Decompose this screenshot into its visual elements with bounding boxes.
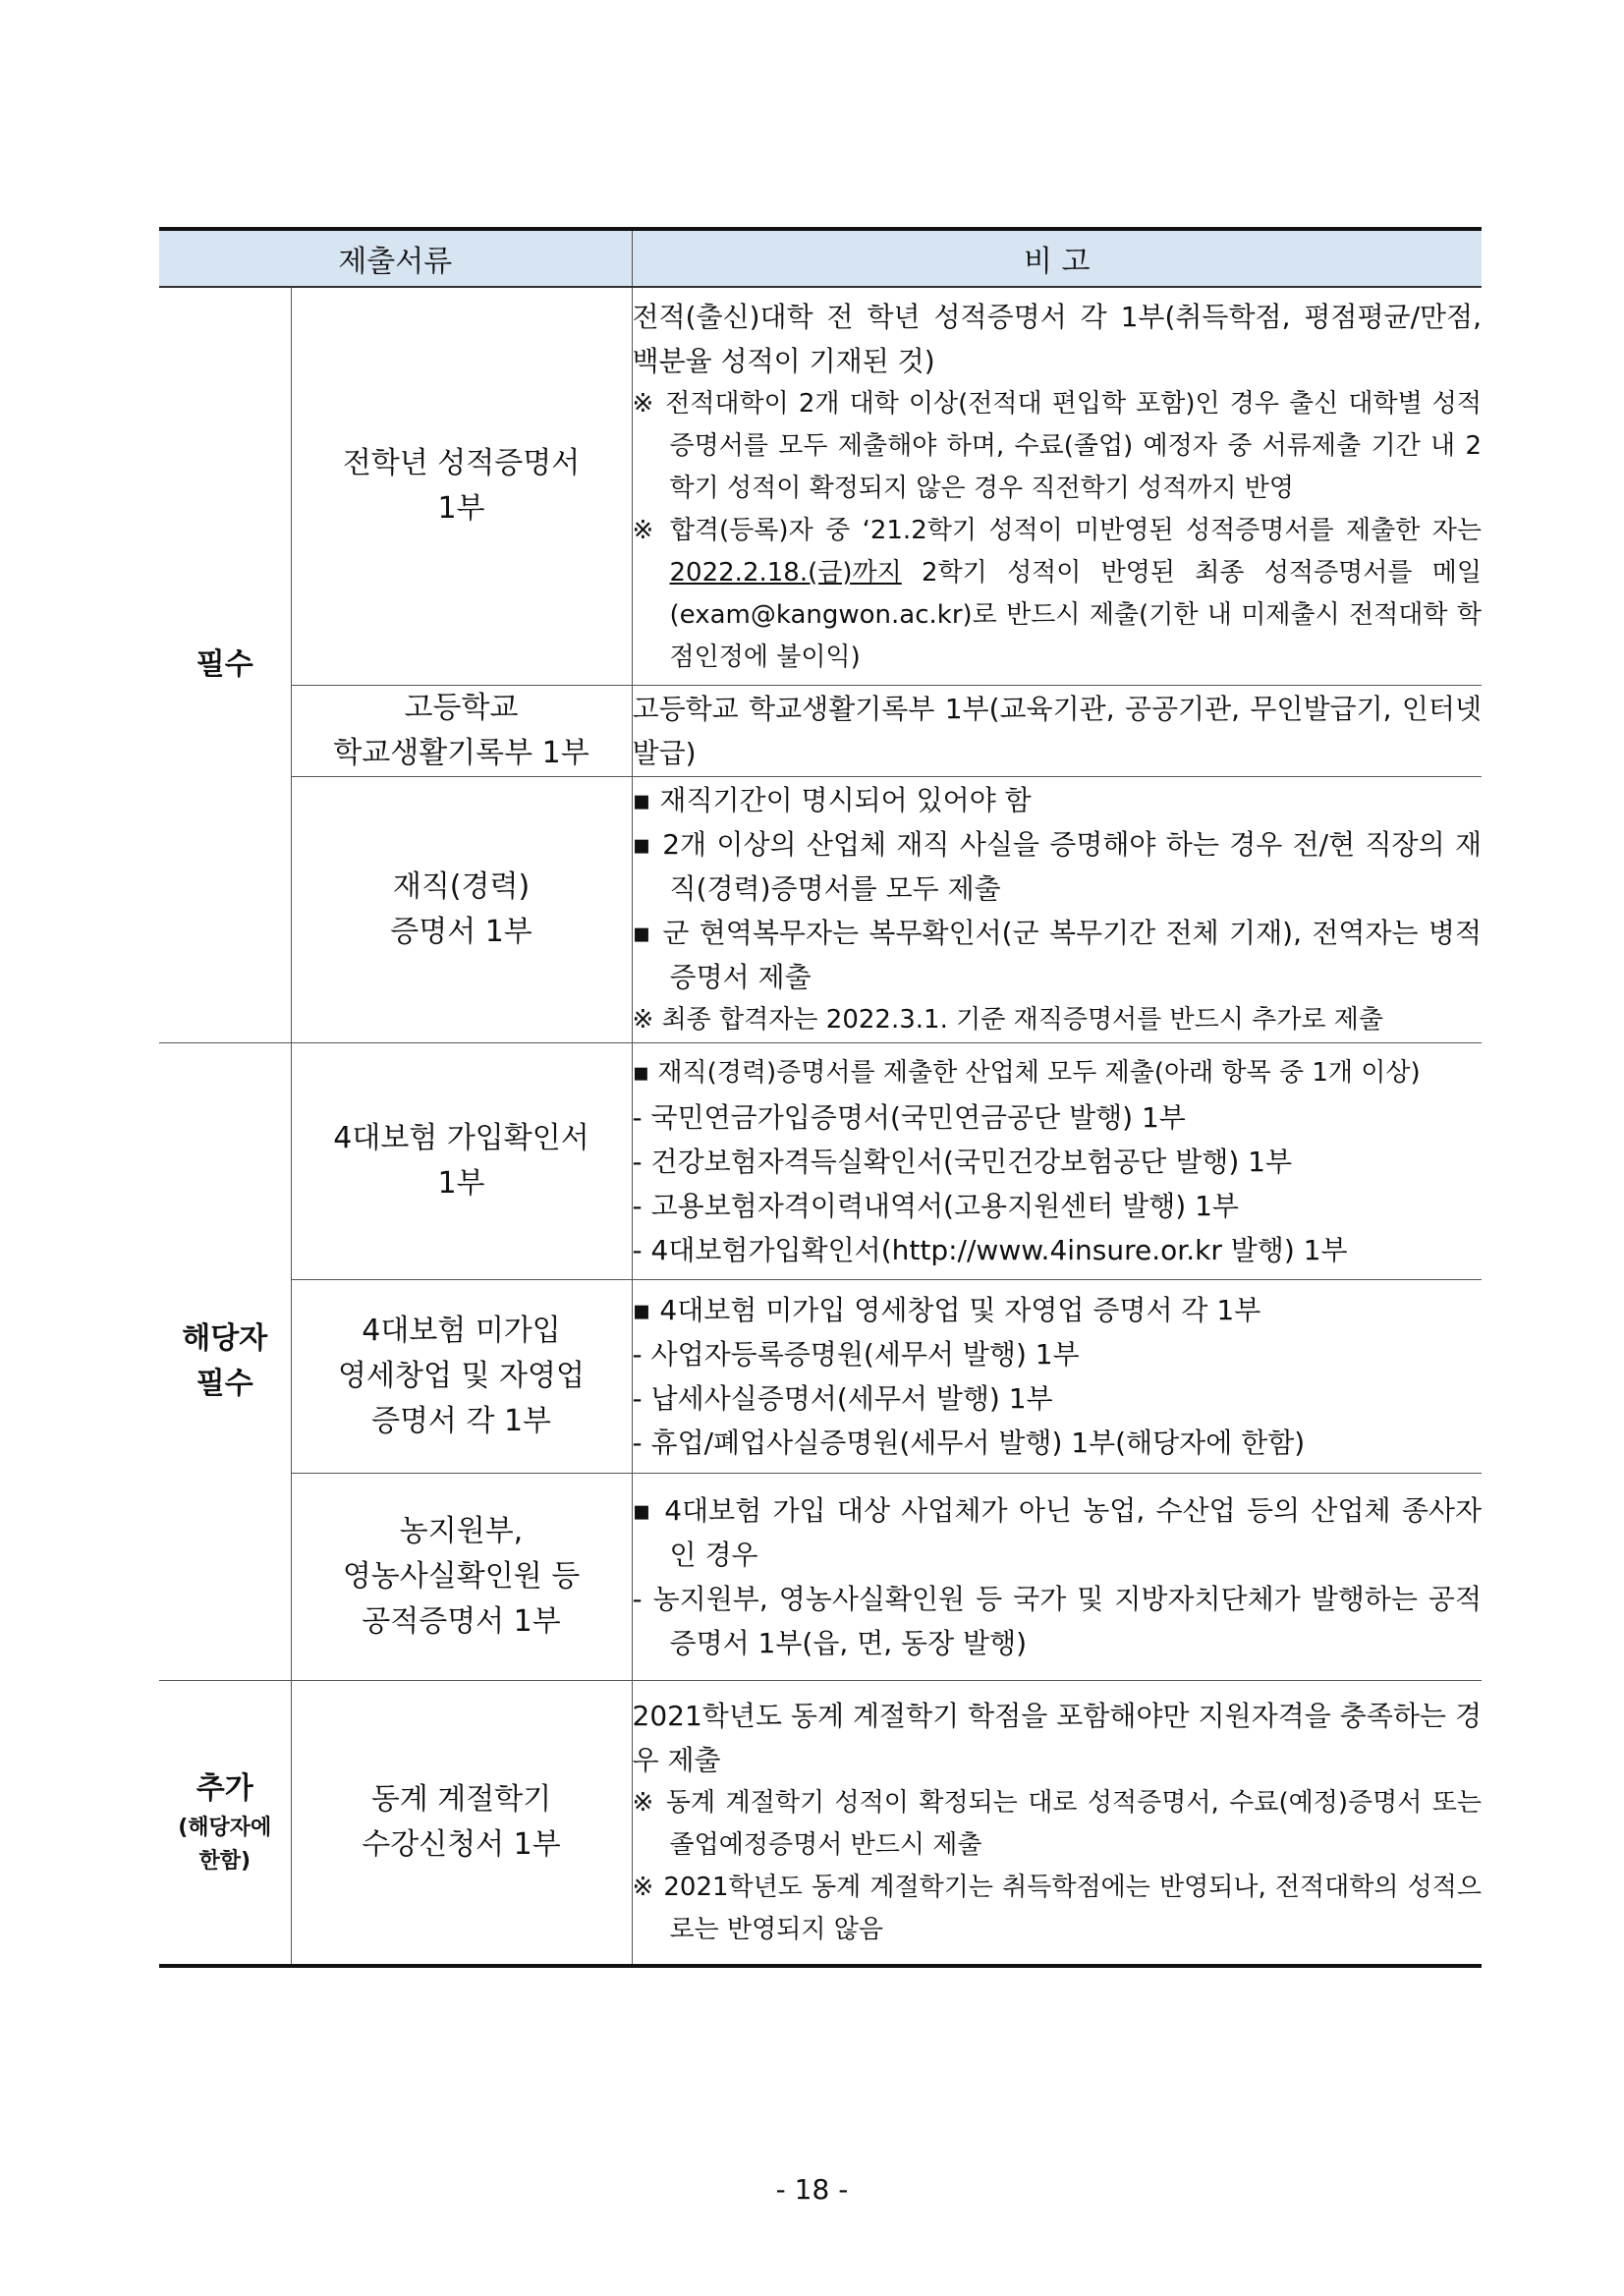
note-reference: ※ 전적대학이 2개 대학 이상(전적대 편입학 포함)인 경우 출신 대학별 성적증명서를 모두 제출해야 하며, 수료(졸업) 예정자 중 서류제출 기간 내 2학기 성적이 확정되지 않은 경우 직전학기 성적까지 반영 bbox=[632, 388, 1483, 503]
header-submit-docs: 제출서류 bbox=[159, 229, 632, 287]
deadline-text: 2022.2.18.(금)까지 bbox=[669, 557, 902, 588]
table-row bbox=[159, 287, 1482, 686]
page-number: - 18 - bbox=[775, 2173, 849, 2206]
doc-count: 수강신청서 1부 bbox=[362, 1827, 561, 1862]
doc-seasonal bbox=[291, 1681, 632, 1967]
group-label: 해당자 bbox=[182, 1321, 268, 1356]
doc-name: 영세창업 및 자영업 bbox=[338, 1359, 585, 1393]
doc-count: 증명서 각 1부 bbox=[370, 1404, 552, 1438]
doc-transcript bbox=[291, 287, 632, 686]
note-highschool bbox=[632, 686, 1482, 777]
doc-name: 농지원부, bbox=[399, 1514, 524, 1548]
bullet-item: ▪ 재직기간이 명시되어 있어야 함 bbox=[632, 784, 1032, 816]
dash-item: - 건강보험자격득실확인서(국민건강보험공단 발행) 1부 bbox=[632, 1145, 1293, 1178]
doc-name: 재직(경력) bbox=[392, 869, 531, 904]
dash-item: - 국민연금가입증명서(국민연금공단 발행) 1부 bbox=[632, 1100, 1186, 1134]
table-row bbox=[159, 777, 1482, 1043]
table-row bbox=[159, 1681, 1482, 1967]
doc-name: 영농사실확인원 등 bbox=[342, 1559, 581, 1594]
doc-name: 4대보험 가입확인서 bbox=[333, 1121, 589, 1155]
doc-name: 4대보험 미가입 bbox=[362, 1314, 561, 1348]
group-conditional bbox=[159, 1043, 291, 1681]
note-main: 전적(출신)대학 전 학년 성적증명서 각 1부(취득학점, 평점평균/만점, 백분율 성적이 기재된 것) bbox=[632, 300, 1483, 377]
group-required bbox=[159, 287, 291, 1043]
note-seasonal bbox=[632, 1681, 1482, 1967]
doc-name: 동계 계절학기 bbox=[370, 1782, 552, 1817]
table-row bbox=[159, 1280, 1482, 1474]
note-main: 고등학교 학교생활기록부 1부(교육기관, 공공기관, 무인발급기, 인터넷 발급) bbox=[632, 693, 1483, 769]
doc-count: 1부 bbox=[437, 1166, 485, 1201]
group-label: 필수 bbox=[196, 1367, 253, 1401]
group-sub-label: (해당자에 bbox=[178, 1816, 272, 1840]
doc-insurance bbox=[291, 1043, 632, 1280]
note-employment bbox=[632, 777, 1482, 1043]
doc-name: 전학년 성적증명서 bbox=[342, 446, 581, 480]
group-label: 필수 bbox=[196, 647, 253, 682]
doc-non-insured bbox=[291, 1280, 632, 1474]
doc-highschool bbox=[291, 686, 632, 777]
dash-item: - 고용보험자격이력내역서(고용지원센터 발행) 1부 bbox=[632, 1189, 1239, 1222]
note-main: 2021학년도 동계 계절학기 학점을 포함해야만 지원자격을 충족하는 경우 제출 bbox=[632, 1700, 1483, 1776]
dash-item: - 사업자등록증명원(세무서 발행) 1부 bbox=[632, 1338, 1080, 1371]
doc-count: 공적증명서 1부 bbox=[362, 1604, 561, 1639]
note-transcript bbox=[632, 287, 1482, 686]
doc-farm bbox=[291, 1474, 632, 1681]
note-reference: ※ 최종 합격자는 2022.3.1. 기준 재직증명서를 반드시 추가로 제출 bbox=[632, 1005, 1384, 1035]
group-sub-label: 한함) bbox=[198, 1849, 252, 1874]
doc-count: 증명서 1부 bbox=[390, 915, 532, 949]
table-row bbox=[159, 686, 1482, 777]
bullet-item: ▪ 4대보험 미가입 영세창업 및 자영업 증명서 각 1부 bbox=[632, 1294, 1261, 1326]
header-notes: 비 고 bbox=[632, 229, 1482, 287]
table-row bbox=[159, 1043, 1482, 1280]
doc-count: 1부 bbox=[437, 491, 485, 526]
note-reference bbox=[633, 510, 1483, 679]
dash-item: - 휴업/폐업사실증명원(세무서 발행) 1부(해당자에 한함) bbox=[632, 1427, 1306, 1459]
doc-employment bbox=[291, 777, 632, 1043]
note-farm bbox=[632, 1474, 1482, 1681]
table-header-row bbox=[159, 229, 1482, 287]
document-table bbox=[159, 227, 1482, 1968]
bullet-item: ▪ 군 현역복무자는 복무확인서(군 복무기간 전체 기재), 전역자는 병적증명서 제출 bbox=[632, 917, 1483, 993]
note-text: 2학기 성적이 반영된 최종 성적증명서를 메일(exam@kangwon.ac.kr)로 반드시 제출(기한 내 미제출시 전적대학 학점인정에 불이익) bbox=[669, 557, 1483, 672]
note-non-insured bbox=[632, 1280, 1482, 1474]
note-reference: ※ 2021학년도 동계 계절학기는 취득학점에는 반영되나, 전적대학의 성적으로는 반영되지 않음 bbox=[632, 1873, 1483, 1944]
bullet-item: ▪ 재직(경력)증명서를 제출한 산업체 모두 제출(아래 항목 중 1개 이상) bbox=[632, 1057, 1421, 1088]
doc-count: 학교생활기록부 1부 bbox=[333, 736, 589, 770]
group-label: 추가 bbox=[196, 1771, 253, 1806]
note-text: ※ 합격(등록)자 중 ‘21.2학기 성적이 미반영된 성적증명서를 제출한 자는 bbox=[632, 515, 1483, 545]
dash-item: - 납세사실증명서(세무서 발행) 1부 bbox=[632, 1382, 1053, 1415]
doc-name: 고등학교 bbox=[404, 691, 519, 725]
note-reference: ※ 동계 계절학기 성적이 확정되는 대로 성적증명서, 수료(예정)증명서 또는 졸업예정증명서 반드시 제출 bbox=[632, 1788, 1483, 1860]
note-insurance bbox=[632, 1043, 1482, 1280]
bullet-item: ▪ 4대보험 가입 대상 사업체가 아닌 농업, 수산업 등의 산업체 종사자인 경우 bbox=[632, 1494, 1483, 1571]
dash-item: - 4대보험가입확인서(http://www.4insure.or.kr 발행) 1부 bbox=[632, 1233, 1348, 1266]
dash-item: - 농지원부, 영농사실확인원 등 국가 및 지방자치단체가 발행하는 공적증명서 1부(읍, 면, 동장 발행) bbox=[632, 1583, 1483, 1659]
group-extra bbox=[159, 1681, 291, 1967]
bullet-item: ▪ 2개 이상의 산업체 재직 사실을 증명해야 하는 경우 전/현 직장의 재직(경력)증명서를 모두 제출 bbox=[632, 828, 1483, 905]
table-row bbox=[159, 1474, 1482, 1681]
